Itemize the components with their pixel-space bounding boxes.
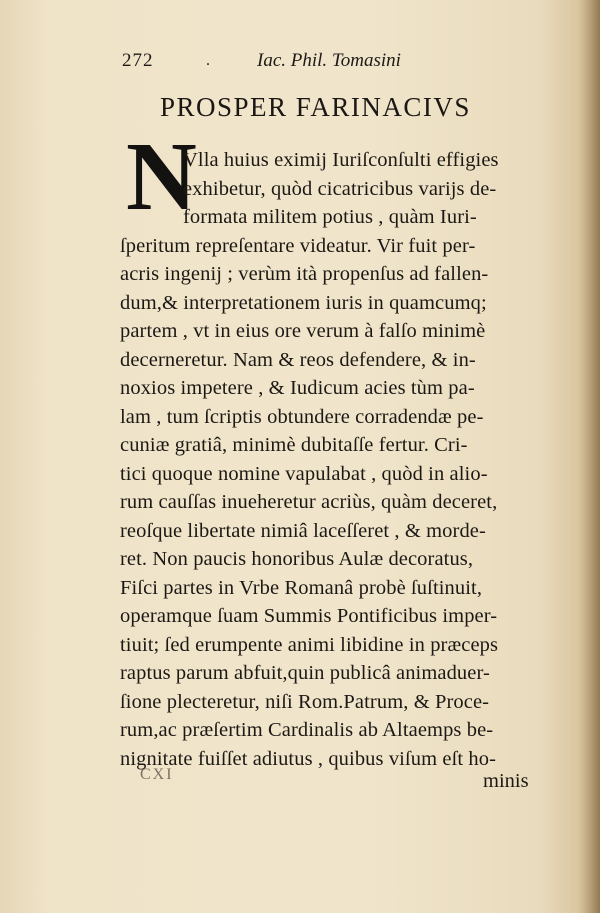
text-line: Fiſci partes in Vrbe Romanâ probè ſuſtinuit, (120, 576, 483, 599)
text-line: ſperitum repreſentare videatur. Vir fuit per- (120, 234, 476, 257)
text-line: reoſque libertate nimiâ laceſſeret , & morde- (120, 519, 486, 542)
text-line: raptus parum abfuit,quin publicâ animaduer- (120, 662, 490, 684)
text-line: rum,ac præſertim Cardinalis ab Altaemps be- (120, 719, 494, 741)
text-line: ret. Non paucis honoribus Aulæ decoratus, (120, 548, 474, 570)
bleed-through-text: CXI (140, 766, 174, 783)
text-line: ſione plecteretur, niſi Rom.Patrum, & Proce- (120, 690, 490, 713)
chapter-title: PROSPER FARINACIVS (160, 92, 471, 122)
text-line: nignitate fuiſſet adiutus , quibus viſum eſt ho- (120, 747, 497, 770)
text-line: lam , tum ſcriptis obtundere corradendæ pe- (120, 405, 484, 428)
page-number: 272 (122, 50, 154, 71)
text-line: tiuit; ſed erumpente animi libidine in præceps (120, 633, 499, 656)
text-line: dum,& interpretationem iuris in quamcumq; (120, 291, 487, 314)
text-line: operamque ſuam Summis Pontificibus imper- (120, 605, 498, 627)
drop-cap-initial: N (126, 123, 197, 231)
catchword: minis (483, 770, 529, 792)
text-line: cuniæ gratiâ, minimè dubitaſſe fertur. Cri- (120, 434, 468, 456)
page-gutter-shadow (578, 0, 600, 913)
text-line: partem , vt in eius ore verum à falſo minimè (120, 320, 486, 342)
text-line: tici quoque nomine vapulabat , quòd in alio- (120, 462, 488, 485)
running-head (122, 50, 452, 74)
text-line: noxios impetere , & Iudicum acies tùm pa- (120, 377, 475, 399)
text-line: formata militem potius , quàm Iuri- (183, 206, 477, 228)
text-line: rum cauſſas inueheretur acriùs, quàm deceret, (120, 491, 498, 513)
header-separator: . (206, 52, 210, 69)
text-line: decerneretur. Nam & reos defendere, & in- (120, 348, 476, 371)
text-line: acris ingenij ; verùm ità propenſus ad fallen- (120, 263, 489, 285)
text-line: exhibetur, quòd cicatricibus varijs de- (183, 177, 497, 200)
text-line: Vlla huius eximij Iuriſconſulti effigies (183, 149, 499, 171)
running-head-author: Iac. Phil. Tomasini (257, 50, 401, 71)
